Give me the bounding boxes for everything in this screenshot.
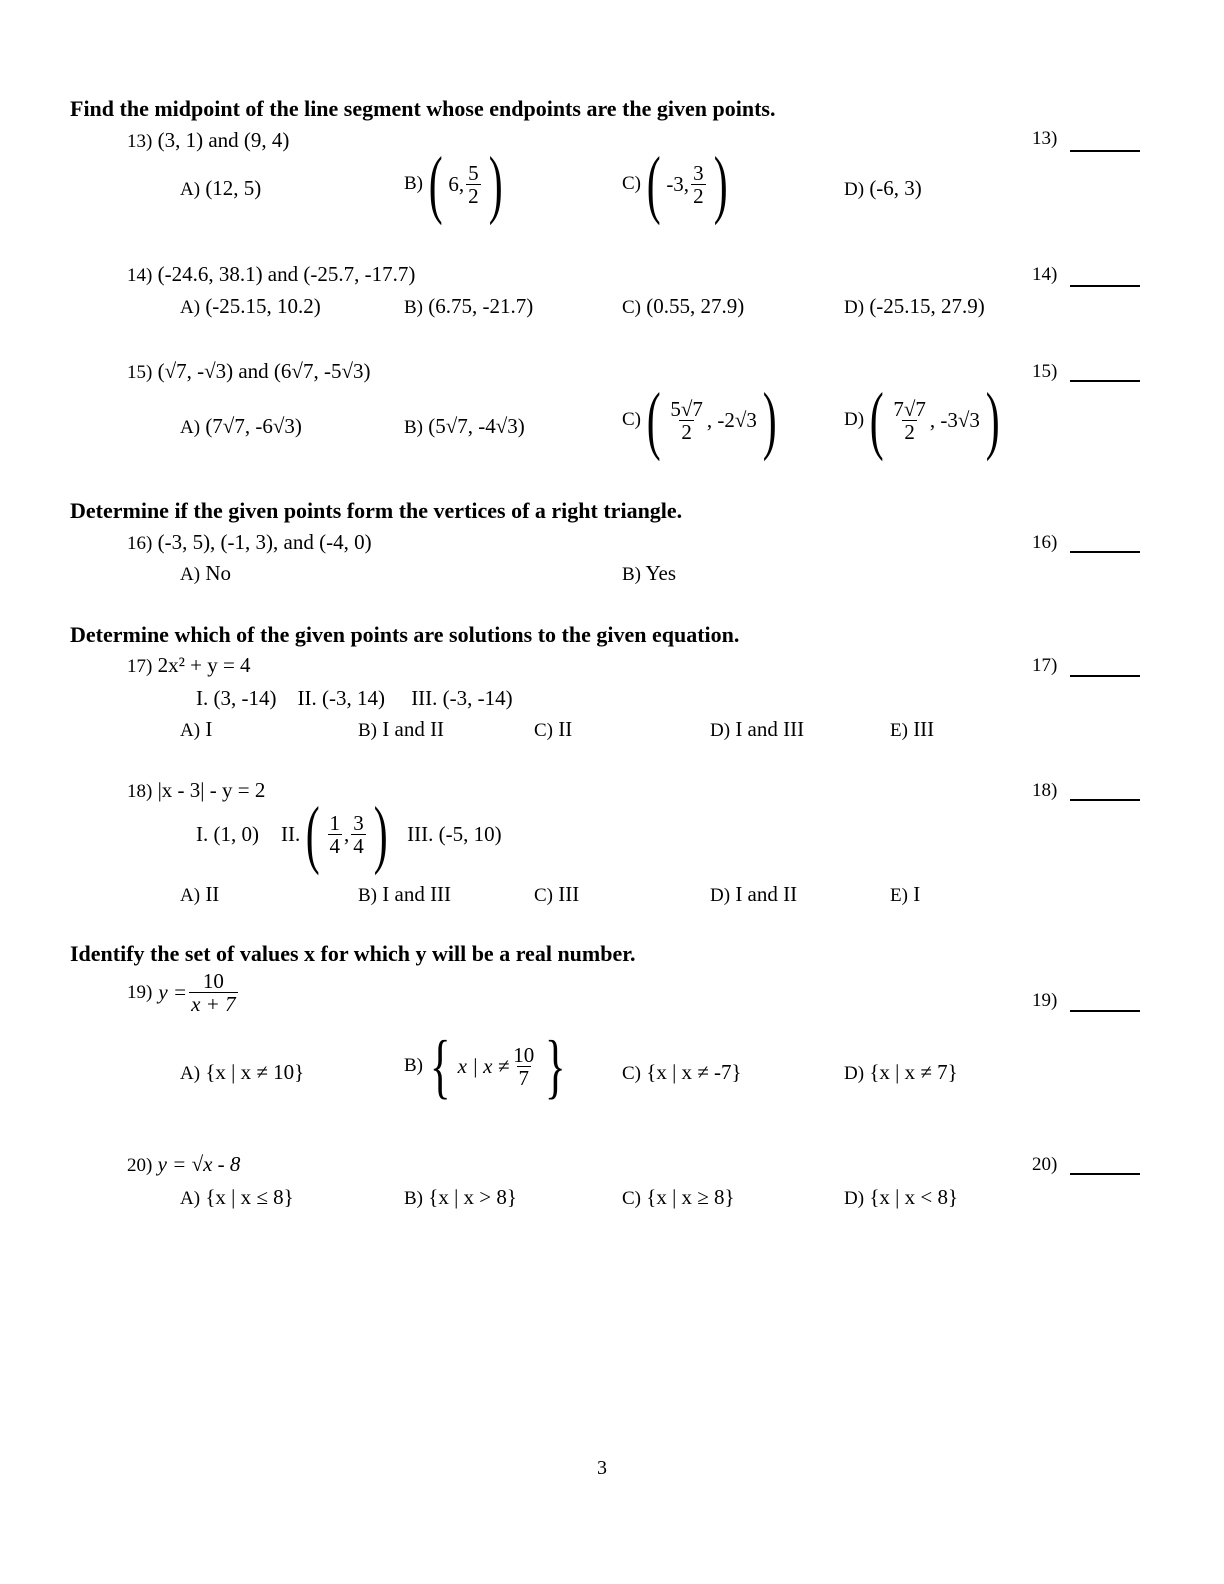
option-label: A)	[180, 1063, 201, 1084]
question-equation: |x - 3| - y = 2	[157, 778, 266, 802]
option-label: D)	[844, 1188, 865, 1209]
fraction-denominator: 7	[518, 1065, 530, 1090]
option-text: {x | x ≠ 10}	[205, 1060, 305, 1084]
option-text: , -2√3	[706, 407, 757, 432]
question-text: (-24.6, 38.1) and (-25.7, -17.7)	[157, 262, 416, 286]
fraction-numerator: 5√7	[670, 396, 703, 421]
paren-open: (	[646, 378, 661, 462]
fraction-denominator: 2	[681, 419, 692, 444]
paren-open: (	[428, 142, 443, 226]
question-number: 16)	[127, 533, 153, 554]
question-number: 20)	[127, 1155, 153, 1176]
option-text: No	[205, 561, 231, 585]
question-number: 18)	[127, 781, 153, 802]
q18-option-c[interactable]	[534, 882, 579, 907]
fraction-denominator: 4	[329, 833, 341, 858]
option-text: {x | x ≤ 8}	[205, 1185, 294, 1209]
q20-option-a[interactable]	[180, 1185, 294, 1210]
question-number: 15)	[127, 362, 153, 383]
q14-option-d[interactable]	[844, 294, 985, 319]
option-label: A)	[180, 885, 201, 906]
answer-blank-20[interactable]	[1070, 1173, 1140, 1175]
option-text: I and II	[382, 717, 445, 741]
question-equation: y = √x - 8	[157, 1152, 241, 1176]
q20-option-c[interactable]	[622, 1185, 735, 1210]
option-label: D)	[844, 297, 865, 318]
option-label: B)	[404, 1055, 423, 1077]
answer-blank-19[interactable]	[1070, 1010, 1140, 1012]
question-19	[127, 970, 240, 1015]
point-i: I. (1, 0)	[196, 821, 259, 846]
fraction-numerator: 10	[513, 1042, 535, 1067]
q17-option-d[interactable]	[710, 717, 804, 742]
q18-points: I. (1, 0) II. ( $\frac{1}{4}$ , $\frac{3}{4}$ ) III. (-5, 10)	[196, 792, 502, 876]
fraction-denominator: 2	[693, 183, 704, 208]
q15-option-b[interactable]	[404, 414, 525, 439]
option-label: D)	[844, 409, 865, 431]
option-label: D)	[844, 179, 865, 200]
option-label: C)	[622, 297, 641, 318]
option-text: (12, 5)	[205, 176, 262, 200]
q17-option-e[interactable]	[890, 717, 934, 742]
q16-option-b[interactable]	[622, 561, 676, 586]
option-text: (-25.15, 10.2)	[205, 294, 321, 318]
option-text: {x | x ≠ -7}	[646, 1060, 742, 1084]
option-label: A)	[180, 417, 201, 438]
paren-open: (	[305, 792, 320, 876]
option-label: A)	[180, 179, 201, 200]
option-text: (-25.15, 27.9)	[869, 294, 985, 318]
brace-close: }	[545, 1026, 566, 1106]
option-text: III	[558, 882, 580, 906]
option-label: B)	[622, 564, 641, 585]
option-label: B)	[404, 417, 423, 438]
brace-open: {	[429, 1026, 451, 1106]
answer-label-13: 13)	[1032, 128, 1058, 149]
point-iii: III. (-5, 10)	[407, 821, 502, 846]
q14-option-a[interactable]	[180, 294, 321, 319]
option-label: B)	[358, 720, 377, 741]
fraction-denominator: x + 7	[191, 992, 236, 1017]
fraction	[668, 398, 705, 443]
option-text: (0.55, 27.9)	[646, 294, 745, 318]
paren-open: (	[869, 378, 884, 462]
answer-label-17: 17)	[1032, 655, 1058, 676]
question-13	[127, 128, 289, 153]
option-text: I	[205, 717, 213, 741]
option-label: C)	[534, 720, 553, 741]
q17-option-a[interactable]	[180, 717, 212, 742]
option-text: {x | x ≥ 8}	[646, 1185, 735, 1209]
option-label: C)	[534, 885, 553, 906]
option-text: (-6, 3)	[869, 176, 922, 200]
paren-close: )	[488, 142, 503, 226]
fraction	[189, 970, 238, 1015]
section-heading-right-triangle: Determine if the given points form the vertices of a right triangle.	[70, 498, 683, 523]
question-number: 14)	[127, 265, 153, 286]
option-text: I and III	[382, 882, 452, 906]
question-15	[127, 359, 370, 384]
section-heading-real-values: Identify the set of values x for which y will be a real number.	[70, 941, 636, 966]
q18-option-d[interactable]	[710, 882, 797, 907]
q13-option-d[interactable]	[844, 176, 922, 201]
fraction-numerator: 5	[468, 160, 479, 185]
equation-lhs: y =	[158, 980, 188, 1005]
q16-option-a[interactable]	[180, 561, 231, 586]
question-17	[127, 653, 251, 678]
answer-blank-16[interactable]	[1070, 551, 1140, 553]
option-label: D)	[710, 720, 731, 741]
section-heading-solutions: Determine which of the given points are solutions to the given equation.	[70, 622, 740, 647]
question-text: (√7, -√3) and (6√7, -5√3)	[157, 359, 371, 383]
option-text: I and III	[735, 717, 805, 741]
option-text: {x | x > 8}	[428, 1185, 517, 1209]
q19-option-d[interactable]	[844, 1060, 958, 1085]
question-number: 19)	[127, 981, 153, 1003]
option-text: (7√7, -6√3)	[205, 414, 302, 438]
q19-option-a[interactable]	[180, 1060, 304, 1085]
option-text: II	[558, 717, 573, 741]
question-20	[127, 1152, 240, 1177]
q14-option-c[interactable]	[622, 294, 744, 319]
fraction-numerator: 7√7	[893, 396, 926, 421]
q19-option-b[interactable]	[404, 1026, 573, 1106]
q18-option-e[interactable]	[890, 882, 920, 907]
paren-close: )	[762, 378, 777, 462]
answer-blank-18[interactable]	[1070, 799, 1140, 801]
fraction-numerator: 10	[202, 969, 224, 993]
option-text: (5√7, -4√3)	[428, 414, 525, 438]
q13-option-b[interactable]	[404, 142, 508, 226]
option-label: A)	[180, 720, 201, 741]
paren-close: )	[985, 378, 1000, 462]
q15-option-d[interactable]	[844, 378, 1005, 462]
question-equation: 2x² + y = 4	[157, 653, 251, 677]
option-text: , -3√3	[929, 407, 980, 432]
q17-option-c[interactable]	[534, 717, 572, 742]
fraction	[328, 812, 343, 857]
paren-open: (	[646, 142, 661, 226]
question-text: (3, 1) and (9, 4)	[157, 128, 290, 152]
fraction-denominator: 2	[468, 183, 479, 208]
q18-option-a[interactable]	[180, 882, 219, 907]
option-text: x | x ≠	[457, 1053, 510, 1078]
option-text: I and II	[735, 882, 798, 906]
fraction	[691, 162, 706, 207]
question-14	[127, 262, 415, 287]
q13-option-a[interactable]	[180, 176, 261, 201]
q17-option-b[interactable]	[358, 717, 444, 742]
option-text: {x | x < 8}	[869, 1185, 959, 1209]
fraction-numerator: 3	[693, 160, 704, 185]
fraction	[351, 812, 366, 857]
option-label: A)	[180, 1188, 201, 1209]
option-label: C)	[622, 409, 641, 431]
option-text: Yes	[645, 561, 677, 585]
option-label: E)	[890, 720, 908, 741]
page-number: 3	[597, 1457, 607, 1479]
option-label: C)	[622, 173, 641, 195]
option-text: {x | x ≠ 7}	[869, 1060, 958, 1084]
option-text: II	[205, 882, 220, 906]
option-label: B)	[404, 173, 423, 195]
option-label: D)	[844, 1063, 865, 1084]
option-label: C)	[622, 1063, 641, 1084]
question-number: 17)	[127, 656, 153, 677]
option-label: E)	[890, 885, 908, 906]
q17-points: I. (3, -14) II. (-3, 14) III. (-3, -14)	[196, 686, 513, 710]
q15-option-a[interactable]	[180, 414, 302, 439]
option-label: B)	[404, 297, 423, 318]
option-label: D)	[710, 885, 731, 906]
fraction-denominator: 2	[904, 419, 915, 444]
answer-label-18: 18)	[1032, 780, 1058, 801]
q18-option-b[interactable]	[358, 882, 451, 907]
q20-option-b[interactable]	[404, 1185, 517, 1210]
paren-close: )	[373, 792, 388, 876]
answer-label-19: 19)	[1032, 990, 1058, 1011]
option-text: (6.75, -21.7)	[428, 294, 534, 318]
option-text: I	[913, 882, 921, 906]
paren-close: )	[713, 142, 728, 226]
answer-blank-17[interactable]	[1070, 675, 1140, 677]
answer-label-20: 20)	[1032, 1154, 1058, 1175]
option-label: B)	[358, 885, 377, 906]
answer-label-16: 16)	[1032, 532, 1058, 553]
section-heading-midpoint: Find the midpoint of the line segment whose endpoints are the given points.	[70, 96, 776, 121]
question-text: (-3, 5), (-1, 3), and (-4, 0)	[157, 530, 372, 554]
q19-option-c[interactable]	[622, 1060, 742, 1085]
fraction-numerator: 1	[329, 810, 341, 835]
answer-label-15: 15)	[1032, 361, 1058, 382]
fraction	[891, 398, 928, 443]
option-label: A)	[180, 564, 201, 585]
fraction-numerator: 3	[353, 810, 364, 835]
answer-label-14: 14)	[1032, 264, 1058, 285]
q20-option-d[interactable]	[844, 1185, 958, 1210]
answer-blank-13[interactable]	[1070, 150, 1140, 152]
fraction-denominator: 4	[353, 833, 364, 858]
question-number: 13)	[127, 131, 153, 152]
point-ii-label: II.	[280, 821, 301, 846]
question-16	[127, 530, 372, 555]
option-label: B)	[404, 1188, 423, 1209]
fraction	[466, 162, 481, 207]
option-text: 6,	[448, 171, 465, 196]
option-text: -3,	[666, 171, 690, 196]
q14-option-b[interactable]	[404, 294, 533, 319]
q13-option-c[interactable]	[622, 142, 733, 226]
q15-option-c[interactable]	[622, 378, 782, 462]
answer-blank-14[interactable]	[1070, 285, 1140, 287]
option-label: C)	[622, 1188, 641, 1209]
option-text: III	[913, 717, 935, 741]
answer-blank-15[interactable]	[1070, 380, 1140, 382]
option-label: A)	[180, 297, 201, 318]
fraction	[511, 1044, 536, 1089]
